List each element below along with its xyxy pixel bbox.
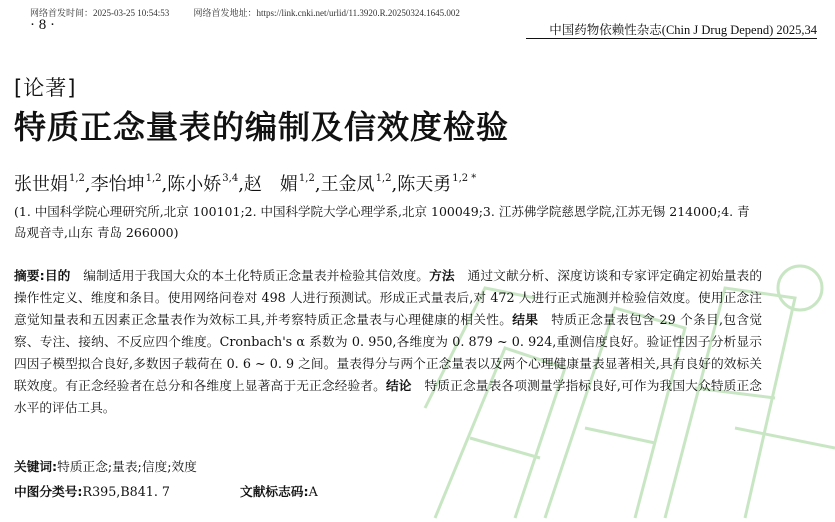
- header-rule: [526, 38, 817, 39]
- author-name: 赵 媚: [243, 174, 298, 195]
- author-affiliation-mark: 1,2: [298, 173, 315, 184]
- clc-label: 中图分类号:: [14, 484, 83, 499]
- results-text: 特质正念量表包含 29 个条目,包含觉察、专注、接纳、不反应四个维度。Cronbach's α 系数为 0. 950,各维度为 0. 879 ~ 0. 924,重测信度良好。验证性因子分析显示四因子模型拟合良好,多数因子载荷在 0. 6 ~ 0. 9 之间。量表得分与两个正念量表以及两个心理健康量表显著相关,具有良好的效标关联效度。有正念经验者在总分和各维度上显著高于无正念经验者。: [14, 312, 763, 393]
- doc-code-label: 文献标志码:: [240, 484, 309, 499]
- keywords: [14, 456, 197, 475]
- clc-value: R395,B841. 7: [82, 484, 170, 499]
- publication-url[interactable]: 网络首发地址：https://link.cnki.net/urlid/11.3920.R.20250324.1645.002: [193, 8, 460, 18]
- page-number: · 8 ·: [30, 17, 55, 33]
- author-name: 陈天勇: [397, 174, 452, 195]
- author-list: [14, 170, 476, 196]
- author-separator: ,: [314, 174, 321, 195]
- publication-info: [30, 6, 482, 19]
- author-name: 张世娟: [14, 174, 68, 195]
- author-affiliation-mark: 1,2 *: [452, 173, 477, 184]
- keywords-label: 关键词:: [14, 459, 58, 474]
- objective-text: 编制适用于我国大众的本土化特质正念量表并检验其信效度。: [70, 268, 430, 283]
- author-affiliation-mark: 1,2: [69, 173, 85, 184]
- article-title: 特质正念量表的编制及信效度检验: [14, 108, 510, 146]
- section-label: [论著]: [14, 76, 77, 100]
- affiliations: (1. 中国科学院心理研究所,北京 100101;2. 中国科学院大学心理学系,北京 100049;3. 江苏佛学院慈恩学院,江苏无锡 214000;4. 青岛观音寺,山东 青岛 266000): [14, 204, 750, 240]
- methods-label: 方法: [429, 268, 455, 283]
- objective-label: 目的: [44, 268, 71, 283]
- author-affiliation-mark: 1,2: [145, 173, 162, 184]
- results-label: 结果: [512, 312, 539, 327]
- author-separator: ,: [391, 174, 398, 195]
- author-name: 陈小娇: [167, 174, 222, 195]
- author-separator: ,: [238, 174, 244, 195]
- abstract-label: 摘要:: [14, 268, 45, 283]
- author-name: 李怡坤: [90, 174, 145, 195]
- author-affiliation-mark: 1,2: [375, 173, 392, 184]
- methods-text: 通过文献分析、深度访谈和专家评定确定初始量表的操作性定义、维度和条目。使用网络问卷对 498 人进行预测试。形成正式量表后,对 472 人进行正式施测并检验信效度。使用正念注意觉知量表和五因素正念量表作为效标工具,并考察特质正念量表与心理健康的相关性。: [14, 268, 763, 327]
- abstract: [14, 265, 762, 419]
- classification: [14, 481, 318, 500]
- conclusion-text: 特质正念量表各项测量学指标良好,可作为我国大众特质正念水平的评估工具。: [14, 378, 762, 415]
- journal-header: 中国药物依赖性杂志(Chin J Drug Depend) 2025,34: [549, 23, 817, 37]
- author-affiliation-mark: 3,4: [222, 173, 239, 184]
- author-name: 王金凤: [320, 174, 375, 195]
- keywords-text: 特质正念;量表;信度;效度: [57, 459, 197, 474]
- author-separator: ,: [84, 174, 91, 195]
- publication-time: 网络首发时间：2025-03-25 10:54:53: [30, 8, 170, 18]
- author-separator: ,: [161, 174, 168, 195]
- conclusion-label: 结论: [385, 378, 412, 393]
- doc-code-value: A: [308, 484, 318, 499]
